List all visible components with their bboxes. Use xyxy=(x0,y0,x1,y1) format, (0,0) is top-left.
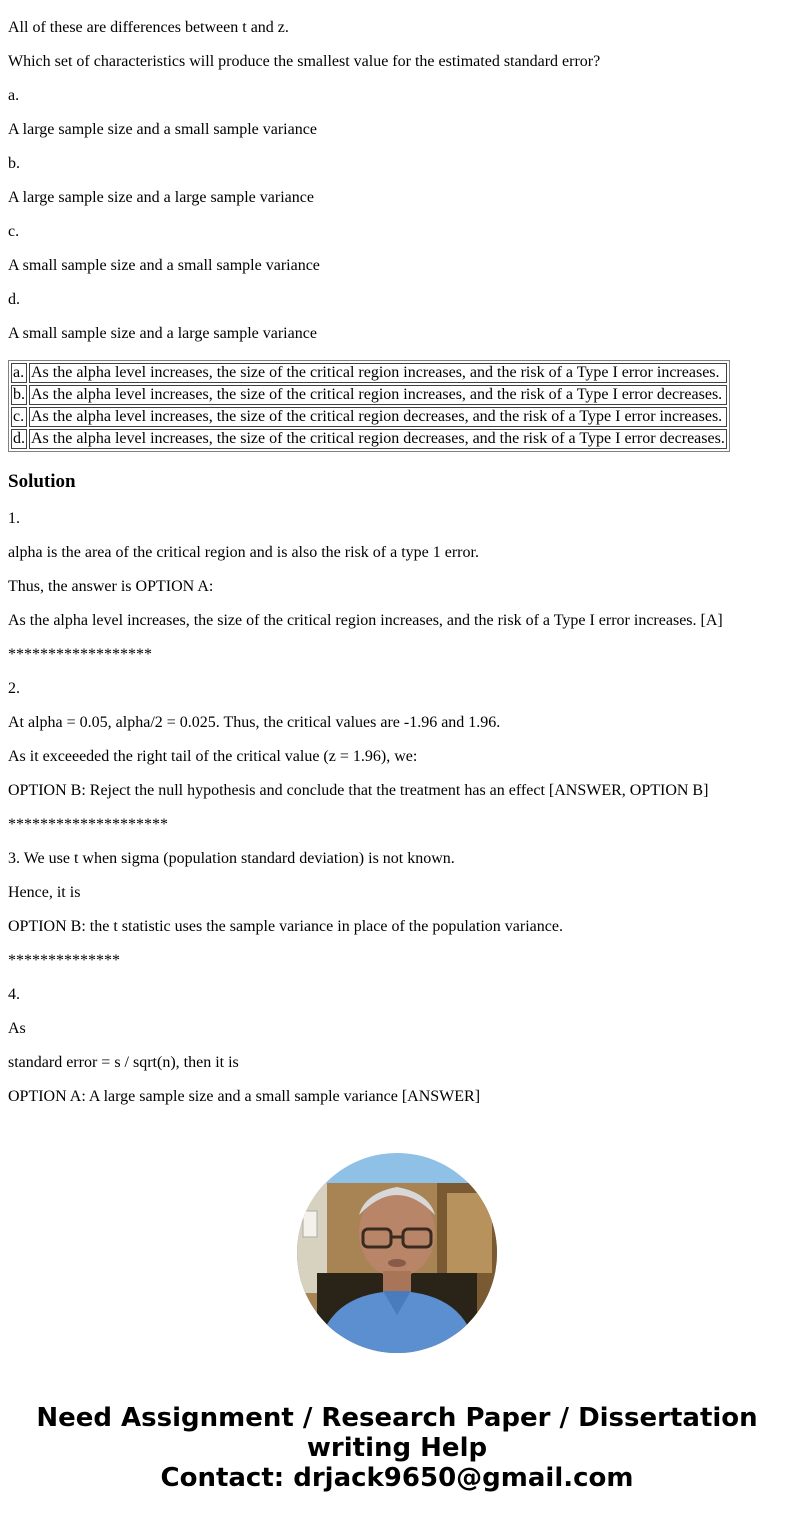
option-text: As the alpha level increases, the size of the critical region decreases, and the risk of a Type I error increases. xyxy=(29,407,727,427)
option-letter: c. xyxy=(11,407,27,427)
solution-line: alpha is the area of the critical region and is also the risk of a type 1 error. xyxy=(8,544,479,561)
solution-line: OPTION A: A large sample size and a small sample variance [ANSWER] xyxy=(8,1088,481,1105)
choice-text: A small sample size and a small sample variance xyxy=(8,257,320,274)
option-letter: a. xyxy=(11,363,27,383)
choice-letter: c. xyxy=(8,223,20,240)
table-row xyxy=(11,385,727,405)
solution-line: Thus, the answer is OPTION A: xyxy=(8,578,214,595)
solution-line: standard error = s / sqrt(n), then it is xyxy=(8,1054,239,1071)
solution-line: As the alpha level increases, the size of the critical region increases, and the risk of a Type I error increases. [A] xyxy=(8,612,723,629)
option-text: As the alpha level increases, the size of the critical region increases, and the risk of a Type I error increases. xyxy=(29,363,727,383)
tutor-portrait-image xyxy=(297,1153,497,1353)
question-text: Which set of characteristics will produce the smallest value for the estimated standard error? xyxy=(8,53,601,70)
options-table xyxy=(8,360,730,452)
solution-line: 3. We use t when sigma (population standard deviation) is not known. xyxy=(8,850,455,867)
choice-letter: a. xyxy=(8,87,20,104)
option-text: As the alpha level increases, the size of the critical region decreases, and the risk of a Type I error decreases. xyxy=(31,430,725,447)
banner-line: writing Help xyxy=(306,1433,488,1463)
avatar xyxy=(297,1153,497,1353)
separator-line: ****************** xyxy=(8,646,152,663)
table-row xyxy=(11,407,727,427)
solution-line: OPTION B: Reject the null hypothesis and conclude that the treatment has an effect [ANSWER, OPTION B] xyxy=(8,782,709,799)
contact-email: Contact: drjack9650@gmail.com xyxy=(160,1463,634,1493)
solution-line: As xyxy=(8,1020,26,1037)
solution-line: As it exceeeded the right tail of the critical value (z = 1.96), we: xyxy=(8,748,418,765)
separator-line: ******************** xyxy=(8,816,168,833)
intro-line: All of these are differences between t and z. xyxy=(8,19,289,36)
choice-letter: b. xyxy=(8,155,20,172)
table-row xyxy=(11,429,727,449)
solution-heading: Solution xyxy=(8,471,76,492)
choice-letter: d. xyxy=(8,291,20,308)
separator-line: ************** xyxy=(8,952,120,969)
solution-line: Hence, it is xyxy=(8,884,81,901)
choice-text: A small sample size and a large sample variance xyxy=(8,325,317,342)
solution-line: OPTION B: the t statistic uses the sample variance in place of the population variance. xyxy=(8,918,563,935)
option-letter: d. xyxy=(13,430,25,447)
solution-line: 1. xyxy=(8,510,20,527)
solution-line: At alpha = 0.05, alpha/2 = 0.025. Thus, the critical values are -1.96 and 1.96. xyxy=(8,714,501,731)
table-row xyxy=(11,363,727,383)
option-letter: b. xyxy=(13,386,25,403)
solution-line: 4. xyxy=(8,986,20,1003)
contact-banner xyxy=(0,1403,794,1493)
choice-text: A large sample size and a large sample variance xyxy=(8,189,314,206)
banner-line: Need Assignment / Research Paper / Dissertation xyxy=(36,1403,758,1433)
option-text: As the alpha level increases, the size of the critical region increases, and the risk of a Type I error decreases. xyxy=(29,385,727,405)
choice-text: A large sample size and a small sample variance xyxy=(8,121,317,138)
solution-line: 2. xyxy=(8,680,20,697)
